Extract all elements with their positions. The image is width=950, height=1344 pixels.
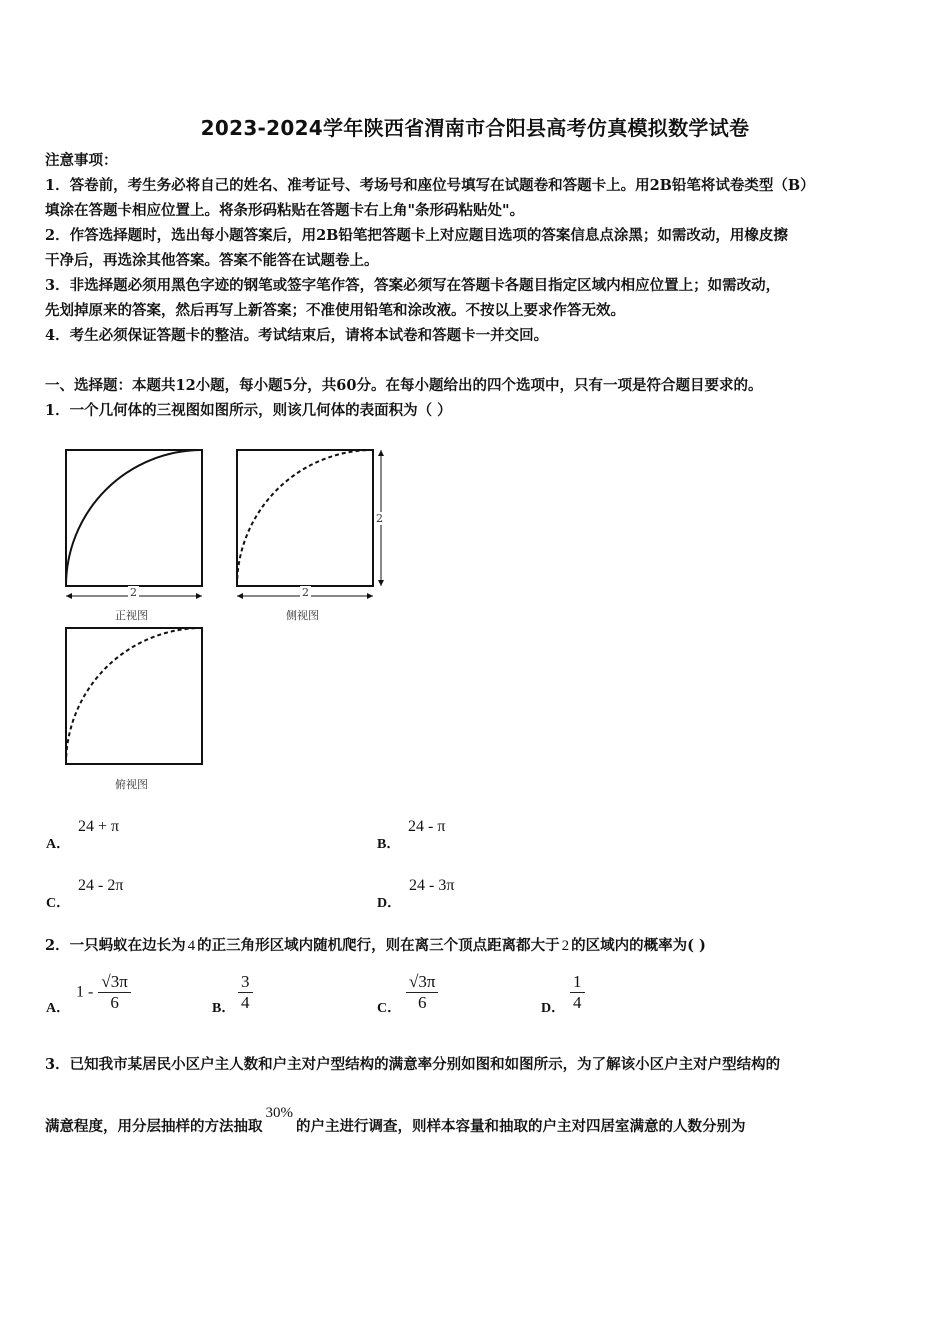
q2-option-b-letter[interactable]: B．: [212, 1001, 236, 1016]
q1-stem: 1．一个几何体的三视图如图所示，则该几何体的表面积为（ ）: [45, 402, 452, 419]
q1-option-d-letter[interactable]: D．: [377, 896, 402, 911]
notice-line: 填涂在答题卡相应位置上。将条形码粘贴在答题卡右上角"条形码粘贴处"。: [45, 202, 525, 219]
q3-line2: 满意程度，用分层抽样的方法抽取30%的户主进行调查，则样本容量和抽取的户主对四居室满意的人数分别为: [45, 1105, 746, 1135]
q1-option-a[interactable]: 24 + π: [78, 818, 120, 835]
page-title: 2023-2024学年陕西省渭南市合阳县高考仿真模拟数学试卷: [200, 116, 750, 140]
q1-option-c-letter[interactable]: C．: [46, 896, 71, 911]
notice-line: 3．非选择题必须用黑色字迹的钢笔或签字笔作答，答案必须写在答题卡各题目指定区域内相应位置上；如需改动，: [45, 277, 781, 294]
notice-line: 先划掉原来的答案，然后再写上新答案；不准使用铅笔和涂改液。不按以上要求作答无效。: [45, 302, 625, 319]
q2-option-b[interactable]: $\frac{3}{4}$: [238, 972, 253, 1013]
notice-line: 2．作答选择题时，选出每小题答案后，用2B铅笔把答题卡上对应题目选项的答案信息点涂黑；如需改动，用橡皮擦: [45, 227, 788, 244]
q1-option-d[interactable]: 24 - 3π: [409, 877, 455, 894]
section-heading: 一、选择题：本题共12小题，每小题5分，共60分。在每小题给出的四个选项中，只有一项是符合题目要求的。: [45, 377, 763, 394]
side-height-label: 2: [376, 512, 383, 525]
q2-option-a[interactable]: 1 - $\frac{√3\pi}{6}$: [76, 972, 131, 1013]
q1-option-b-letter[interactable]: B．: [377, 837, 401, 852]
front-view-figure: [60, 446, 210, 606]
q2-option-c-letter[interactable]: C．: [377, 1001, 402, 1016]
top-view-figure: [60, 624, 210, 769]
q2-option-a-letter[interactable]: A．: [46, 1001, 71, 1016]
front-view-caption: 正视图: [115, 609, 148, 622]
front-width-label: 2: [130, 586, 137, 599]
side-width-label: 2: [302, 586, 309, 599]
top-view-caption: 俯视图: [115, 778, 148, 791]
q1-option-b[interactable]: 24 - π: [408, 818, 446, 835]
notice-line: 1．答卷前，考生务必将自己的姓名、准考证号、考场号和座位号填写在试题卷和答题卡上。用2B铅笔将试卷类型（B）: [45, 177, 815, 194]
notice-line: 干净后，再选涂其他答案。答案不能答在试题卷上。: [45, 252, 379, 269]
q2-option-d-letter[interactable]: D．: [541, 1001, 566, 1016]
notice-line: 4．考生必须保证答题卡的整洁。考试结束后，请将本试卷和答题卡一并交回。: [45, 327, 549, 344]
notice-heading: 注意事项：: [45, 152, 118, 169]
q2-stem: 2．一只蚂蚁在边长为 4 的正三角形区域内随机爬行，则在离三个顶点距离都大于 2 的区域内的概率为( ): [45, 937, 706, 954]
side-view-figure: [231, 446, 391, 606]
q1-option-c[interactable]: 24 - 2π: [78, 877, 124, 894]
q1-option-a-letter[interactable]: A．: [46, 837, 71, 852]
side-view-caption: 侧视图: [286, 609, 319, 622]
q2-option-d[interactable]: $\frac{1}{4}$: [570, 972, 585, 1013]
q3-line1: 3．已知我市某居民小区户主人数和户主对户型结构的满意率分别如图和如图所示，为了解该小区户主对户型结构的: [45, 1056, 781, 1073]
q2-option-c[interactable]: $\frac{√3\pi}{6}$: [406, 972, 438, 1013]
